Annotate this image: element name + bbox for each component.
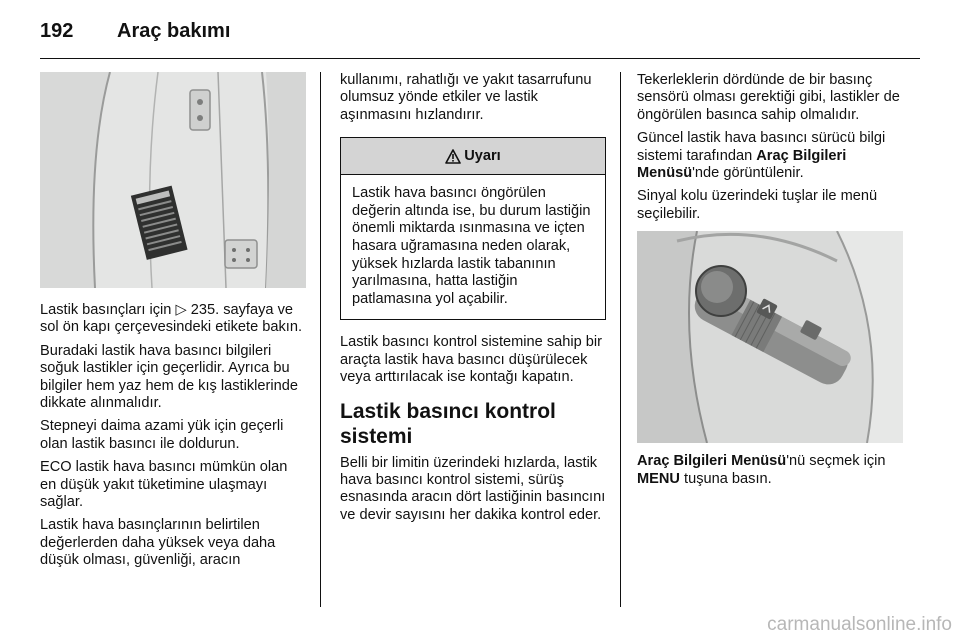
warning-header <box>341 138 605 175</box>
page-number: 192 <box>40 20 74 42</box>
paragraph-tpms-description: Belli bir limitin üzerindeki hızlarda, lastik hava basıncı kontrol sistemi, sürüş esnasında aracın dört lastiğinin basıncını ve devir sayısını her dakika kontrol eder. <box>340 454 606 523</box>
column-divider-2 <box>620 72 621 607</box>
paragraph-ignition-off: Lastik basıncı kontrol sistemine sahip bir araçta lastik hava basıncı düşürülecek veya arttırılacak ise kontağı kapatın. <box>340 334 602 386</box>
page-header <box>40 18 920 59</box>
paragraph-spare-tire: Stepneyi daima azami yük için geçerli olan lastik basıncı ile doldurun. <box>40 418 284 452</box>
warning-title: Uyarı <box>464 147 501 164</box>
column-3 <box>637 72 903 494</box>
paragraph-eco-pressure: ECO lastik hava basıncı mümkün olan en düşük yakıt tüketimine ulaşmayı sağlar. <box>40 459 288 511</box>
column-1 <box>40 72 306 576</box>
paragraph-menu-button: Araç Bilgileri Menüsü'nü seçmek için MENU tuşuna basın. <box>637 453 886 487</box>
paragraph-info-menu: Güncel lastik hava basıncı sürücü bilgi sistemi tarafından Araç Bilgileri Menüsü'nde görüntülenir. <box>637 130 886 182</box>
paragraph-signal-lever: Sinyal kolu üzerindeki tuşlar ile menü seçilebilir. <box>637 188 878 222</box>
paragraph-sensors: Tekerleklerin dördünde de bir basınç sensörü olması gerektiği gibi, lastikler de öngörülen basınca sahip olmalıdır. <box>637 72 900 123</box>
warning-triangle-icon <box>445 149 461 164</box>
door-frame-label-photo <box>40 72 306 288</box>
turn-signal-lever-photo <box>637 231 903 443</box>
paragraph-pressure-ref: Lastik basınçları için ▷ 235. sayfaya ve sol ön kapı çerçevesindeki etikete bakın. <box>40 301 303 336</box>
paragraph-pressure-deviation: Lastik hava basınçlarının belirtilen değerlerden daha yüksek veya daha düşük olması, güvenliği, aracın <box>40 517 276 569</box>
watermark: carmanualsonline.info <box>767 614 952 635</box>
menu-key-label: MENU <box>637 470 680 487</box>
page-reference-icon: ▷ <box>175 301 187 318</box>
heading-tpms: Lastik basıncı kontrol sistemi <box>340 399 556 448</box>
section-title: Araç bakımı <box>117 20 231 42</box>
column-2 <box>340 72 606 530</box>
paragraph-cold-tires: Buradaki lastik hava basıncı bilgileri soğuk lastikler için geçerlidir. Ayrıca bu bilgiler hem yaz hem de kış lastiklerinde dikkate alınmalıdır. <box>40 342 298 412</box>
paragraph-continuation: kullanımı, rahatlığı ve yakıt tasarrufunu olumsuz yönde etkiler ve lastik aşınmasını hızlandırır. <box>340 72 592 123</box>
warning-text: Lastik hava basıncı öngörülen değerin altında ise, bu durum lastiğin önemli miktarda ısınmasına ve içten hasara uğramasına neden olarak, yüksek hızlarda lastik tabanının yarılmasına, hatta lastiğin patlamasına yol açabilir. <box>352 185 591 307</box>
warning-box <box>340 137 606 320</box>
column-divider-1 <box>320 72 321 607</box>
